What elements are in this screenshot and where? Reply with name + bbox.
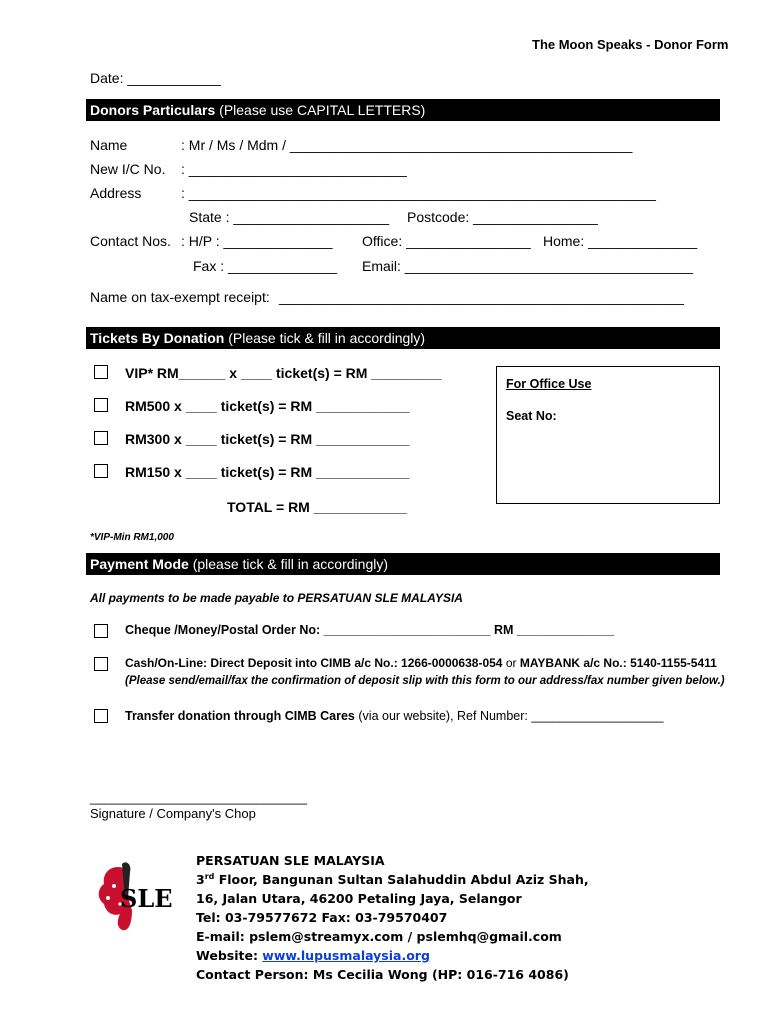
org-email: E-mail: pslem@streamyx.com / pslemhq@gmail.com: [196, 929, 562, 944]
postcode-field[interactable]: Postcode: ________________: [407, 209, 598, 225]
tickets-section-header: [86, 327, 720, 349]
org-name: PERSATUAN SLE MALAYSIA: [196, 853, 385, 868]
ticket-row-rm500[interactable]: RM500 x ____ ticket(s) = RM ____________: [125, 398, 410, 414]
office-phone-field[interactable]: Office: ________________: [362, 233, 531, 249]
org-floor-num: 3: [196, 872, 205, 888]
donors-heading: Donors Particulars: [90, 102, 216, 118]
cimb-account: Direct Deposit into CIMB a/c No.: 1266-0000638-054: [210, 656, 503, 670]
vip-note: *VIP-Min RM1,000: [90, 532, 174, 543]
tickets-heading-note: (Please tick & fill in accordingly): [228, 330, 426, 346]
payable-note: All payments to be made payable to PERSATUAN SLE MALAYSIA: [90, 591, 463, 605]
form-title: The Moon Speaks - Donor Form: [532, 37, 729, 52]
payment-section-header: [86, 553, 720, 575]
org-contact: Contact Person: Ms Cecilia Wong (HP: 016-716 4086): [196, 967, 569, 982]
donors-heading-note: (Please use CAPITAL LETTERS): [219, 102, 426, 118]
date-field[interactable]: Date: ____________: [90, 70, 221, 86]
maybank-account: MAYBANK a/c No.: 5140-1155-5411: [519, 656, 717, 670]
org-floor: [196, 872, 589, 887]
vip-checkbox[interactable]: [94, 365, 108, 379]
cash-note: (Please send/email/fax the confirmation of deposit slip with this form to our address/fax number given below.): [125, 675, 725, 687]
cash-checkbox[interactable]: [94, 657, 108, 671]
cheque-checkbox[interactable]: [94, 624, 108, 638]
org-website-label: Website:: [196, 948, 263, 963]
taxname-label: Name on tax-exempt receipt:: [90, 289, 270, 305]
office-use-label: For Office Use: [506, 377, 592, 391]
address-label: Address: [90, 185, 142, 201]
cash-line: [125, 656, 717, 670]
cheque-field[interactable]: Cheque /Money/Postal Order No: ________________________ RM ______________: [125, 623, 615, 637]
ic-field[interactable]: : ____________________________: [181, 161, 407, 177]
org-website-link[interactable]: www.lupusmalaysia.org: [262, 948, 430, 963]
rm500-checkbox[interactable]: [94, 398, 108, 412]
seat-no-label: Seat No:: [506, 409, 557, 423]
payment-heading: Payment Mode: [90, 556, 189, 572]
transfer-label: Transfer donation through CIMB Cares: [125, 709, 355, 723]
signature-line[interactable]: ______________________________: [90, 790, 307, 805]
ticket-row-rm150[interactable]: RM150 x ____ ticket(s) = RM ____________: [125, 464, 410, 480]
name-label: Name: [90, 137, 128, 153]
taxname-field[interactable]: ____________________________________________________: [279, 289, 684, 305]
ticket-row-rm300[interactable]: RM300 x ____ ticket(s) = RM ____________: [125, 431, 410, 447]
sle-logo: [92, 858, 172, 938]
home-phone-field[interactable]: Home: ______________: [543, 233, 698, 249]
name-field[interactable]: : Mr / Ms / Mdm / ____________________________________________: [181, 137, 633, 153]
logo-text: SLE: [120, 884, 173, 913]
ic-label: New I/C No.: [90, 161, 166, 177]
ticket-row-vip[interactable]: VIP* RM______ x ____ ticket(s) = RM _________: [125, 365, 442, 381]
org-website-line: [196, 948, 430, 963]
cash-label: Cash/On-Line:: [125, 656, 208, 670]
rm150-checkbox[interactable]: [94, 464, 108, 478]
fax-field[interactable]: Fax : ______________: [193, 258, 338, 274]
payment-heading-note: (please tick & fill in accordingly): [192, 556, 388, 572]
transfer-note[interactable]: (via our website), Ref Number: ___________________: [358, 709, 664, 723]
donors-section-header: [86, 99, 720, 121]
contact-label: Contact Nos.: [90, 233, 171, 249]
tickets-heading: Tickets By Donation: [90, 330, 225, 346]
hp-field[interactable]: : H/P : ______________: [181, 233, 333, 249]
transfer-line[interactable]: [125, 709, 663, 723]
state-field[interactable]: State : ____________________: [189, 209, 390, 225]
office-use-box: [496, 366, 720, 504]
cash-or: or: [505, 656, 517, 670]
signature-label: Signature / Company's Chop: [90, 806, 256, 821]
org-floor-rest: Floor, Bangunan Sultan Salahuddin Abdul Aziz Shah,: [214, 872, 589, 888]
org-tel: Tel: 03-79577672 Fax: 03-79570407: [196, 910, 448, 925]
ticket-total[interactable]: TOTAL = RM ____________: [227, 499, 408, 515]
email-field[interactable]: Email: _____________________________________: [362, 258, 693, 274]
org-street: 16, Jalan Utara, 46200 Petaling Jaya, Selangor: [196, 891, 522, 906]
rm300-checkbox[interactable]: [94, 431, 108, 445]
transfer-checkbox[interactable]: [94, 709, 108, 723]
address-field[interactable]: : ____________________________________________________________: [181, 185, 656, 201]
org-floor-sup: rd: [204, 872, 215, 881]
